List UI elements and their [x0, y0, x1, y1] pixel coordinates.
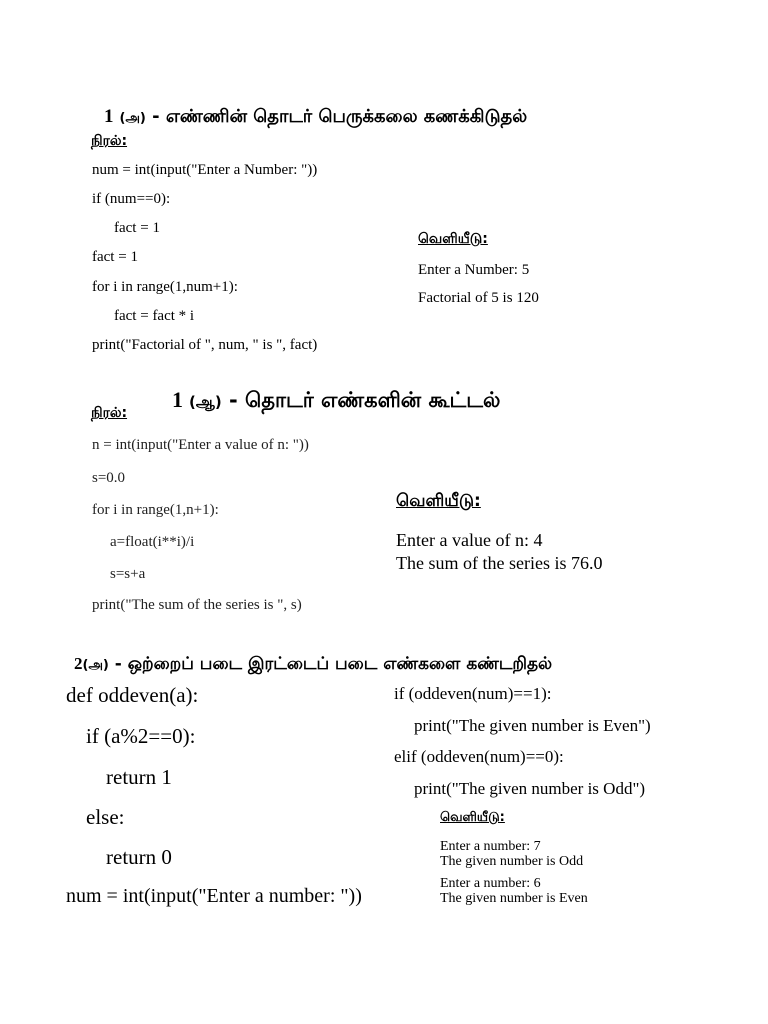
output-label: வெளியீடு:: [396, 491, 481, 511]
code-line: num = int(input("Enter a number: ")): [66, 885, 362, 907]
program-label: நிரல்:: [91, 133, 128, 149]
section-dash: -: [221, 388, 246, 412]
section-title: ஒற்றைப் படை இரட்டைப் படை எண்களை கண்டறிதல்: [127, 654, 553, 674]
output-line: Enter a Number: 5: [418, 262, 530, 278]
section-title: எண்ணின் தொடர் பெருக்கலை கணக்கிடுதல்: [165, 106, 528, 127]
code-line: a=float(i**i)/i: [110, 534, 195, 550]
output-line: The given number is Odd: [440, 854, 584, 869]
code-line: print("Factorial of ", num, " is ", fact): [92, 337, 318, 353]
output-line: Enter a number: 7: [440, 839, 541, 854]
code-line: fact = fact * i: [114, 308, 195, 324]
code-line: s=s+a: [110, 566, 146, 582]
code-line: else:: [86, 805, 125, 829]
section-dash: -: [108, 654, 128, 674]
section-1a-heading: [96, 88, 527, 129]
output-line: The sum of the series is 76.0: [396, 553, 603, 573]
output-line: Enter a value of n: 4: [396, 530, 543, 550]
code-line: if (oddeven(num)==1):: [394, 684, 552, 703]
section-number: 1: [172, 387, 183, 412]
code-line: if (num==0):: [92, 191, 171, 207]
code-line: n = int(input("Enter a value of n: ")): [92, 437, 309, 453]
output-line: The given number is Even: [440, 891, 588, 906]
code-line: for i in range(1,num+1):: [92, 279, 238, 295]
output-line: Factorial of 5 is 120: [418, 290, 539, 306]
code-line: print("The given number is Even"): [414, 716, 651, 735]
section-letter: (அ): [119, 111, 146, 126]
program-label: நிரல்:: [91, 405, 128, 421]
section-dash: -: [145, 106, 166, 127]
section-2a-heading: [66, 636, 552, 676]
code-line: return 1: [106, 765, 172, 789]
output-label: வெளியீடு:: [418, 231, 488, 247]
code-line: elif (oddeven(num)==0):: [394, 747, 564, 766]
code-line: print("The sum of the series is ", s): [92, 597, 302, 613]
section-letter: (அ): [82, 658, 109, 673]
code-line: fact = 1: [114, 220, 160, 236]
section-title: தொடர் எண்களின் கூட்டல்: [245, 388, 501, 412]
code-line: return 0: [106, 845, 172, 869]
code-line: s=0.0: [92, 470, 126, 486]
code-line: num = int(input("Enter a Number: ")): [92, 162, 318, 178]
section-1b-heading: [164, 369, 500, 415]
code-line: def oddeven(a):: [66, 683, 199, 707]
code-line: print("The given number is Odd"): [414, 779, 646, 798]
code-line: for i in range(1,n+1):: [92, 502, 219, 518]
section-number: 2: [74, 654, 83, 673]
code-line: if (a%2==0):: [86, 724, 196, 748]
section-letter: (ஆ): [189, 393, 222, 411]
section-number: 1: [104, 106, 114, 127]
code-line: fact = 1: [92, 249, 138, 265]
output-line: Enter a number: 6: [440, 876, 541, 891]
output-label: வெளியீடு:: [440, 810, 505, 825]
